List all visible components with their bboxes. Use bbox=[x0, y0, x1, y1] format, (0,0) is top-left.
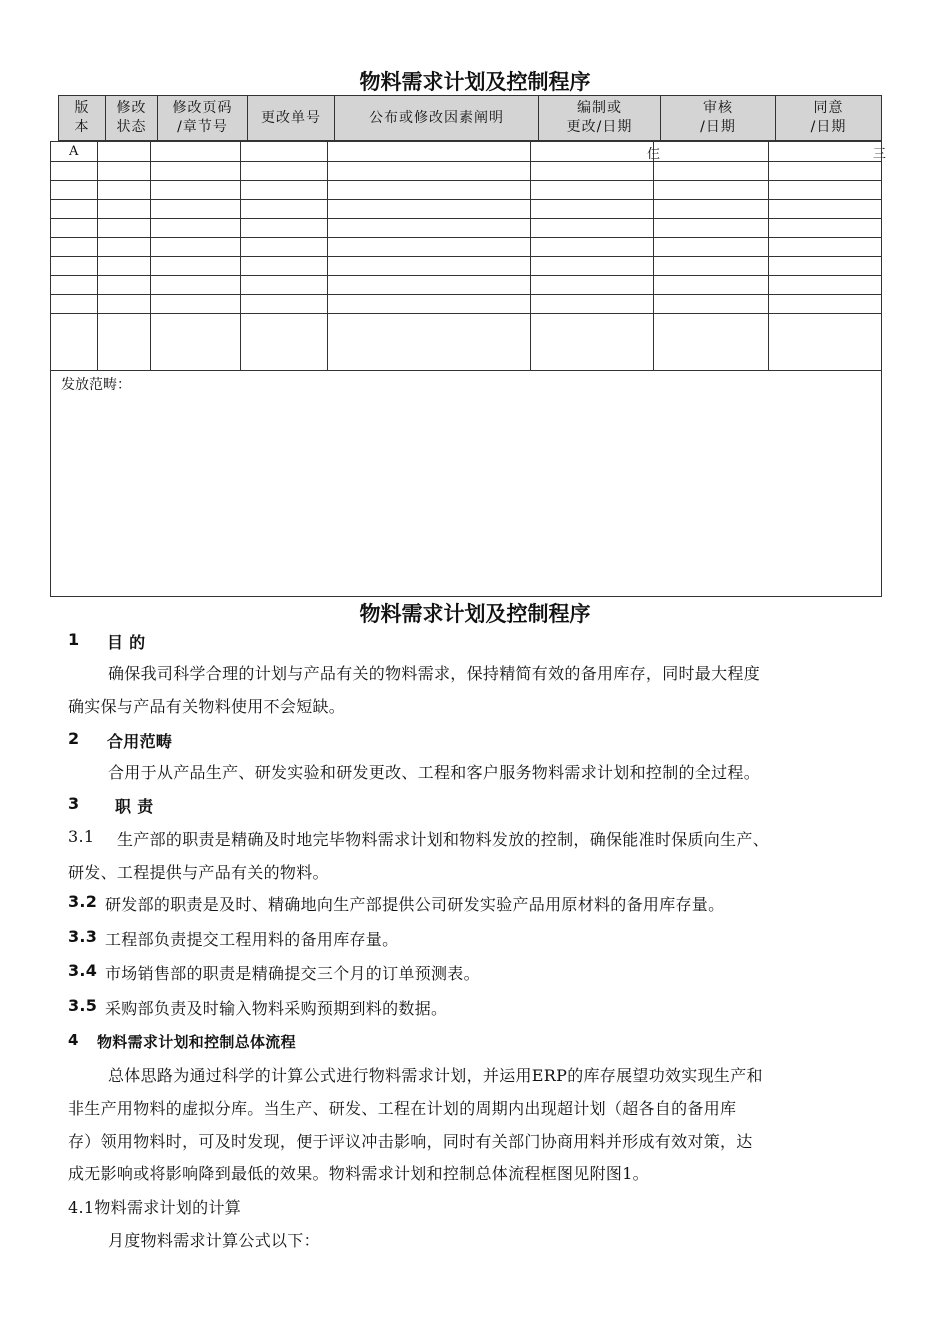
grid-line bbox=[51, 275, 881, 276]
revision-table-header bbox=[58, 95, 882, 141]
grid-line bbox=[51, 313, 881, 314]
section-1-text-cont: 确实保与产品有关物料使用不会短缺。 bbox=[68, 697, 346, 716]
section-4-text-line-1: 总体思路为通过科学的计算公式进行物料需求计划，并运用ERP的库存展望功效实现生产和 bbox=[108, 1066, 763, 1085]
section-4-text-line-4: 成无影响或将影响降到最低的效果。物料需求计划和控制总体流程框图见附图1。 bbox=[68, 1164, 649, 1183]
section-1-text: 确保我司科学合理的计划与产品有关的物料需求，保持精简有效的备用库存，同时最大程度 bbox=[108, 664, 761, 683]
section-3-number: 3 bbox=[68, 794, 80, 813]
grid-line bbox=[51, 218, 881, 219]
item-3-1-number: 3.1 bbox=[68, 827, 95, 846]
grid-line bbox=[51, 180, 881, 181]
section-4-text-line-3: 存）领用物料时，可及时发现，便于评议冲击影响，同时有关部门协商用料并形成有效对策，达 bbox=[68, 1132, 753, 1151]
grid-line bbox=[51, 294, 881, 295]
header-approved: 同意 /日期 bbox=[810, 100, 847, 135]
cell-version-a: A bbox=[69, 144, 79, 159]
header-page: 修改页码 /章节号 bbox=[158, 96, 248, 140]
document-title-top: 物料需求计划及控制程序 bbox=[359, 70, 591, 94]
grid-line bbox=[51, 161, 881, 162]
section-4-text-line-2: 非生产用物料的虚拟分库。当生产、研发、工程在计划的周期内出现超计划（超各自的备用库 bbox=[68, 1099, 737, 1118]
item-3-5-text: 采购部负责及时输入物料采购预期到料的数据。 bbox=[105, 999, 448, 1018]
item-3-4-text: 市场销售部的职责是精确提交三个月的订单预测表。 bbox=[105, 964, 480, 983]
item-3-4-number: 3.4 bbox=[68, 961, 98, 980]
section-2-number: 2 bbox=[68, 729, 80, 748]
header-reviewed: 审核 /日期 bbox=[661, 96, 776, 140]
header-change-no: 更改单号 bbox=[248, 96, 335, 140]
body-title: 物料需求计划及控制程序 bbox=[359, 602, 591, 626]
grid-line bbox=[51, 199, 881, 200]
section-4-1-title: 4.1物料需求计划的计算 bbox=[68, 1198, 242, 1217]
grid-line bbox=[51, 256, 881, 257]
header-status: 修改 状态 bbox=[106, 96, 158, 140]
item-3-3-text: 工程部负责提交工程用料的备用库存量。 bbox=[105, 930, 399, 949]
item-3-1-text: 生产部的职责是精确及时地完毕物料需求计划和物料发放的控制，确保能准时保质向生产、 bbox=[117, 830, 770, 849]
section-4-number: 4 bbox=[68, 1031, 79, 1049]
header-prepared: 编制或 更改/日期 bbox=[539, 96, 661, 140]
revision-table-body bbox=[50, 141, 887, 597]
cell-approved-fragment: 三 bbox=[873, 147, 887, 162]
item-3-2-number: 3.2 bbox=[68, 892, 98, 911]
grid-line bbox=[51, 370, 881, 371]
release-scope-label: 发放范畴： bbox=[61, 377, 131, 393]
cell-prepared-fragment: 仨 bbox=[647, 147, 661, 162]
section-3-title: 职 责 bbox=[115, 797, 154, 816]
item-3-2-text: 研发部的职责是及时、精确地向生产部提供公司研发实验产品用原材料的备用库存量。 bbox=[105, 895, 725, 914]
item-3-3-number: 3.3 bbox=[68, 927, 98, 946]
header-version: 版 本 bbox=[59, 96, 106, 140]
header-reason: 公布或修改因素阐明 bbox=[335, 96, 539, 140]
item-3-5-number: 3.5 bbox=[68, 996, 98, 1015]
section-4-1-text: 月度物料需求计算公式以下： bbox=[108, 1231, 320, 1250]
section-1-number: 1 bbox=[68, 630, 80, 649]
item-3-1-text-cont: 研发、工程提供与产品有关的物料。 bbox=[68, 863, 329, 882]
grid-line bbox=[51, 237, 881, 238]
section-4-title: 物料需求计划和控制总体流程 bbox=[97, 1033, 296, 1051]
section-1-title: 目 的 bbox=[107, 633, 146, 652]
section-2-text: 合用于从产品生产、研发实验和研发更改、工程和客户服务物料需求计划和控制的全过程。 bbox=[108, 763, 761, 782]
section-2-title: 合用范畴 bbox=[107, 732, 173, 751]
